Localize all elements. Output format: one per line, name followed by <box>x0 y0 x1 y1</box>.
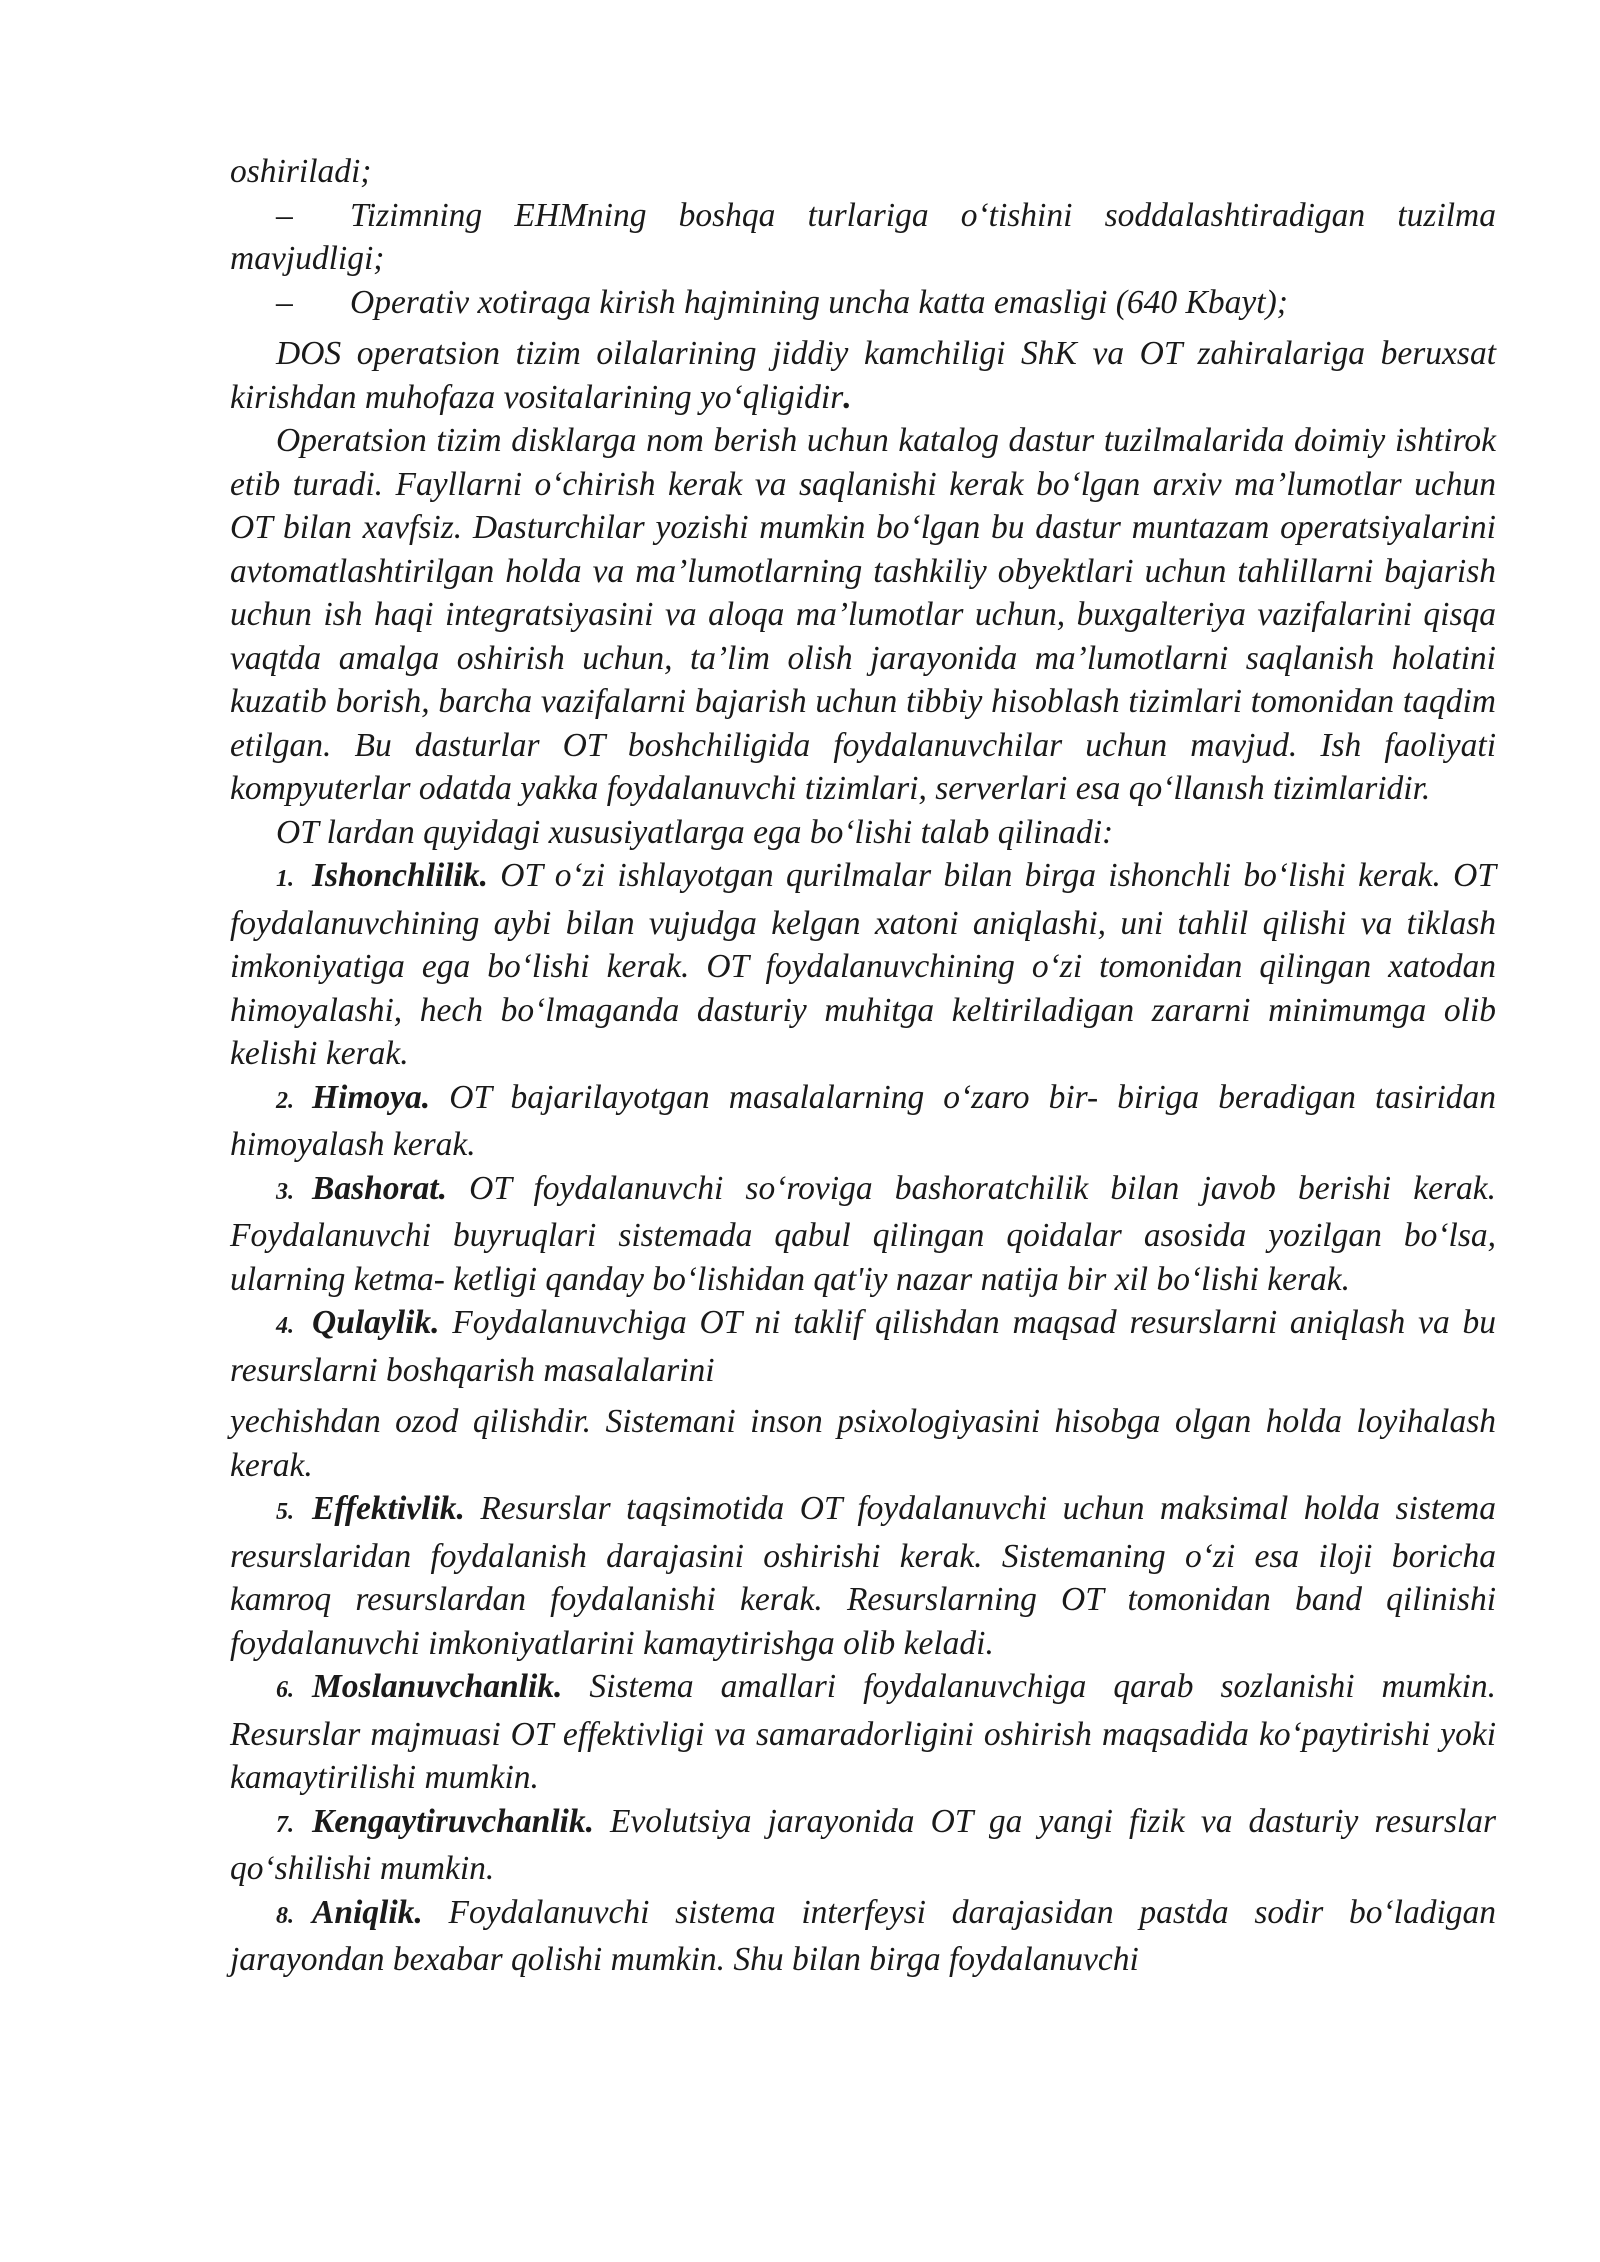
dash-list-text: Operativ xotiraga kirish hajmining uncha katta emasligi (640 Kbayt); <box>350 283 1288 321</box>
item-text: Sistema amallari foydalanuvchiga qarab sozlanishi mumkin. Resurslar majmuasi OT effektivligi va samaradorligini oshirish maqsadida ko‘paytirishi yoki kamaytirilishi mumkin. <box>230 1668 1496 1796</box>
paragraph-operatsion-tizim: Operatsion tizim disklarga nom berish uchun katalog dastur tuzilmalarida doimiy ishtirok etib turadi. Fayllarni o‘chirish kerak va saqlanishi kerak bo‘lgan arxiv ma’lumotlar uchun OT bilan xavfsiz. Dasturchilar yozishi mumkin bo‘lgan bu dastur muntazam operatsiyalarini avtomatlashtirilgan holda va ma’lumotlarning tashkiliy obyektlari uchun tahlillarni bajarish uchun ish haqi integratsiyasini va aloqa ma’lumotlar uchun, buxgalteriya vazifalarini qisqa vaqtda amalga oshirish uchun, ta’lim olish jarayonida ma’lumotlarni saqlanish holatini kuzatib borish, barcha vazifalarni bajarish uchun tibbiy hisoblash tizimlari tomonidan taqdim etilgan. Bu dasturlar OT boshchiligida foydalanuvchilar uchun mavjud. Ish faoliyati kompyuterlar odatda yakka foydalanuvchi tizimlari, serverlari esa qo‘llanısh tizimlaridir. <box>230 422 1496 807</box>
item-title: Himoya. <box>312 1078 431 1116</box>
item-text: Foydalanuvchi sistema interfeysi darajasidan pastda sodir bo‘ladigan jarayondan bexabar qolishi mumkin. Shu bilan birga foydalanuvchi <box>230 1893 1496 1978</box>
item-number: 4. <box>276 1313 294 1339</box>
numbered-item-5 <box>230 1487 1496 1665</box>
paragraph-dos-end: . <box>843 378 852 416</box>
item-text: OT bajarilayotgan masalalarning o‘zaro bir- biriga beradigan tasiridan himoyalash kerak. <box>230 1078 1496 1163</box>
item-title: Effektivlik. <box>312 1490 465 1527</box>
item-title: Aniqlik. <box>312 1893 423 1931</box>
dash-list-text: Tizimning EHMning boshqa turlariga o‘tishini soddalashtiradigan tuzilma mavjudligi; <box>230 196 1496 277</box>
paragraph-dos-text: DOS operatsion tizim oilalarining jiddiy kamchiligi ShK va OT zahiralariga beruxsat kirishdan muhofaza vositalarining yo‘qligidir <box>230 335 1496 416</box>
document-page <box>230 150 1496 1982</box>
item-text: Resurslar taqsimotida OT foydalanuvchi uchun maksimal holda sistema resurslaridan foydalanish darajasini oshirishi kerak. Sistemaning o‘zi esa iloji boricha kamroq resurslardan foydalanishi kerak. Resurslarning OT tomonidan band qilinishi foydalanuvchi imkoniyatlarini kamaytirishga olib keladi. <box>230 1490 1496 1662</box>
item-title: Bashorat. <box>312 1169 447 1207</box>
item-title: Moslanuvchanlik. <box>312 1668 563 1705</box>
item-title: Qulaylik. <box>312 1304 440 1341</box>
dash-list-item-2 <box>230 281 1496 325</box>
dash-bullet: – <box>276 283 293 321</box>
numbered-item-6 <box>230 1665 1496 1800</box>
numbered-item-8 <box>230 1891 1496 1982</box>
item-text: OT foydalanuvchi so‘roviga bashoratchilik bilan javob berishi kerak. Foydalanuvchi buyruqlari sistemada qabul qilingan qoidalar asosida yozilgan bo‘lsa, ularning ketma- ketligi qanday bo‘lishidan qat'iy nazar natija bir xil bo‘lishi kerak. <box>230 1169 1496 1298</box>
item-title: Kengaytiruvchanlik. <box>312 1802 594 1840</box>
numbered-item-4 <box>230 1301 1496 1392</box>
item-number: 3. <box>276 1178 294 1205</box>
item-number: 8. <box>276 1902 294 1929</box>
item-text: Evolutsiya jarayonida OT ga yangi fizik va dasturiy resurslar qo‘shilishi mumkin. <box>230 1802 1496 1887</box>
dash-list-item-1 <box>230 194 1496 281</box>
item-number: 1. <box>276 866 294 892</box>
paragraph-continuation: oshiriladi; <box>230 153 372 190</box>
item-number: 6. <box>276 1677 294 1703</box>
item-text: Foydalanuvchiga OT ni taklif qilishdan maqsad resurslarni aniqlash va bu resurslarni boshqarish masalalarini <box>230 1304 1496 1389</box>
numbered-item-2 <box>230 1076 1496 1167</box>
paragraph-dos <box>230 332 1496 419</box>
item-text: OT o‘zi ishlayotgan qurilmalar bilan birga ishonchli bo‘lishi kerak. OT foydalanuvchining aybi bilan vujudga kelgan xatoni aniqlashi, uni tahlil qilishi va tiklash imkoniyatiga ega bo‘lishi kerak. OT foydalanuvchining o‘zi tomonidan qilingan xatodan himoyalashi, hech bo‘lmaganda dasturiy muhitga keltiriladigan zararni minimumga olib kelishi kerak. <box>230 857 1496 1072</box>
numbered-item-1 <box>230 854 1496 1076</box>
item-number: 2. <box>276 1087 294 1114</box>
numbered-item-3 <box>230 1167 1496 1302</box>
dash-bullet: – <box>276 196 293 234</box>
numbered-item-4-continuation: yechishdan ozod qilishdir. Sistemani inson psixologiyasini hisobga olgan holda loyihalash kerak. <box>230 1403 1496 1484</box>
item-title: Ishonchlilik. <box>312 857 488 894</box>
item-number: 5. <box>276 1499 294 1525</box>
paragraph-requirements-intro: OT lardan quyidagi xususiyatlarga ega bo‘lishi talab qilinadi: <box>276 813 1114 851</box>
item-number: 7. <box>276 1811 294 1838</box>
numbered-item-7 <box>230 1800 1496 1891</box>
